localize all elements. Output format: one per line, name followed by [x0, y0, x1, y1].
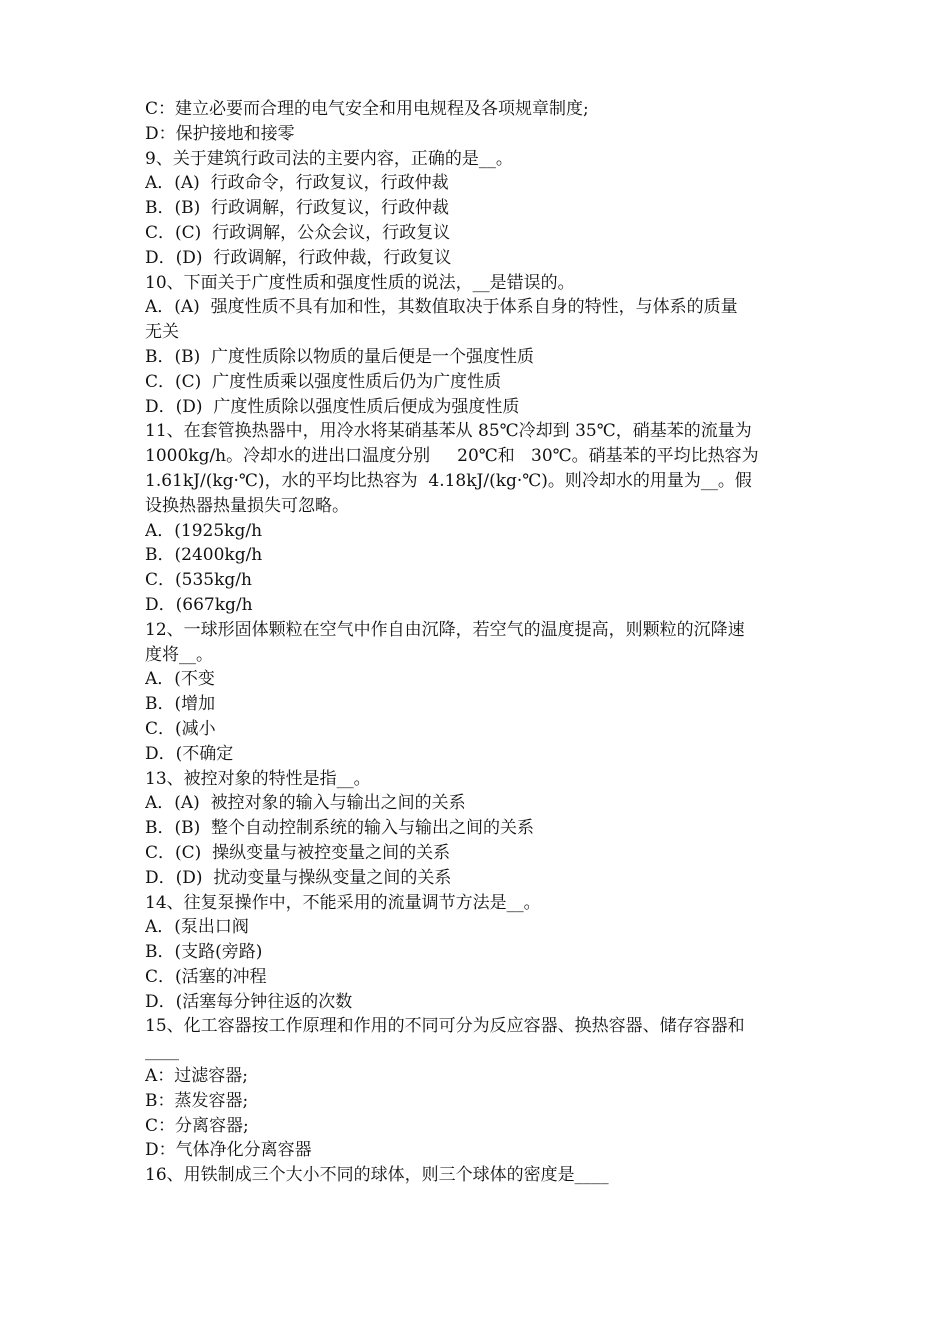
option-line: A．(1925kg/h: [145, 520, 263, 541]
option-line: D．(D) 行政调解，行政仲裁，行政复议: [145, 247, 452, 268]
option-line: D：气体净化分离容器: [145, 1140, 312, 1161]
question-text: 1.61kJ/(kg·℃)，水的平均比热容为 4.18kJ/(kg·℃)。则冷却水的用量为__。假: [145, 470, 752, 491]
question-text: 设换热器热量损失可忽略。: [145, 495, 349, 516]
option-line: A．(泵出口阀: [145, 917, 249, 938]
option-line: C．(C) 广度性质乘以强度性质后仍为广度性质: [145, 371, 502, 392]
option-line: D．(活塞每分钟往返的次数: [145, 991, 353, 1012]
option-line: C．(C) 操纵变量与被控变量之间的关系: [145, 842, 451, 863]
option-line: B．(B) 行政调解，行政复议，行政仲裁: [145, 198, 450, 219]
option-line: A．(A) 强度性质不具有加和性，其数值取决于体系自身的特性，与体系的质量: [145, 297, 738, 318]
option-line: C：分离容器;: [145, 1115, 249, 1136]
option-line: A．(不变: [145, 669, 215, 690]
text-line: C：建立必要而合理的电气安全和用电规程及各项规章制度;: [145, 99, 589, 119]
option-line: B．(B) 整个自动控制系统的输入与输出之间的关系: [145, 818, 535, 839]
question-text: 度将__。: [145, 644, 213, 665]
option-line: D．(667kg/h: [145, 594, 253, 615]
option-line: A．(A) 被控对象的输入与输出之间的关系: [145, 793, 466, 814]
option-line: D．(不确定: [145, 743, 234, 764]
option-line: B．(2400kg/h: [145, 545, 263, 566]
text-line: D：保护接地和接零: [145, 123, 295, 144]
option-line: D．(D) 广度性质除以强度性质后便成为强度性质: [145, 396, 520, 417]
question-text: 16、用铁制成三个大小不同的球体，则三个球体的密度是____: [145, 1165, 609, 1186]
option-line: C．(减小: [145, 718, 216, 739]
question-text: 10、下面关于广度性质和强度性质的说法，__是错误的。: [145, 272, 575, 293]
question-text: 11、在套管换热器中，用冷水将某硝基苯从 85℃冷却到 35℃，硝基苯的流量为: [145, 421, 752, 442]
question-text: 12、一球形固体颗粒在空气中作自由沉降，若空气的温度提高，则颗粒的沉降速: [145, 619, 745, 640]
option-line: B．(B) 广度性质除以物质的量后便是一个强度性质: [145, 346, 535, 367]
question-text: 14、往复泵操作中，不能采用的流量调节方法是__。: [145, 892, 541, 913]
option-line: C．(活塞的冲程: [145, 966, 267, 987]
question-text: 13、被控对象的特性是指__。: [145, 768, 371, 789]
question-text: 1000kg/h。冷却水的进出口温度分别 20℃和 30℃。硝基苯的平均比热容为: [145, 446, 759, 467]
document-body: [145, 97, 815, 1188]
question-text: ____: [145, 1041, 179, 1062]
option-line: A：过滤容器;: [145, 1066, 249, 1087]
option-line: B：蒸发容器;: [145, 1090, 249, 1111]
option-line: C．(C) 行政调解，公众会议，行政复议: [145, 222, 451, 243]
question-text: 15、化工容器按工作原理和作用的不同可分为反应容器、换热容器、储存容器和: [145, 1016, 745, 1037]
option-line: B．(支路(旁路): [145, 942, 263, 963]
option-line: B．(增加: [145, 694, 216, 715]
option-line: C．(535kg/h: [145, 570, 252, 591]
option-line: 无关: [145, 322, 179, 343]
option-line: D．(D) 扰动变量与操纵变量之间的关系: [145, 867, 452, 888]
question-text: 9、关于建筑行政司法的主要内容，正确的是__。: [145, 148, 513, 169]
option-line: A．(A) 行政命令，行政复议，行政仲裁: [145, 173, 449, 194]
